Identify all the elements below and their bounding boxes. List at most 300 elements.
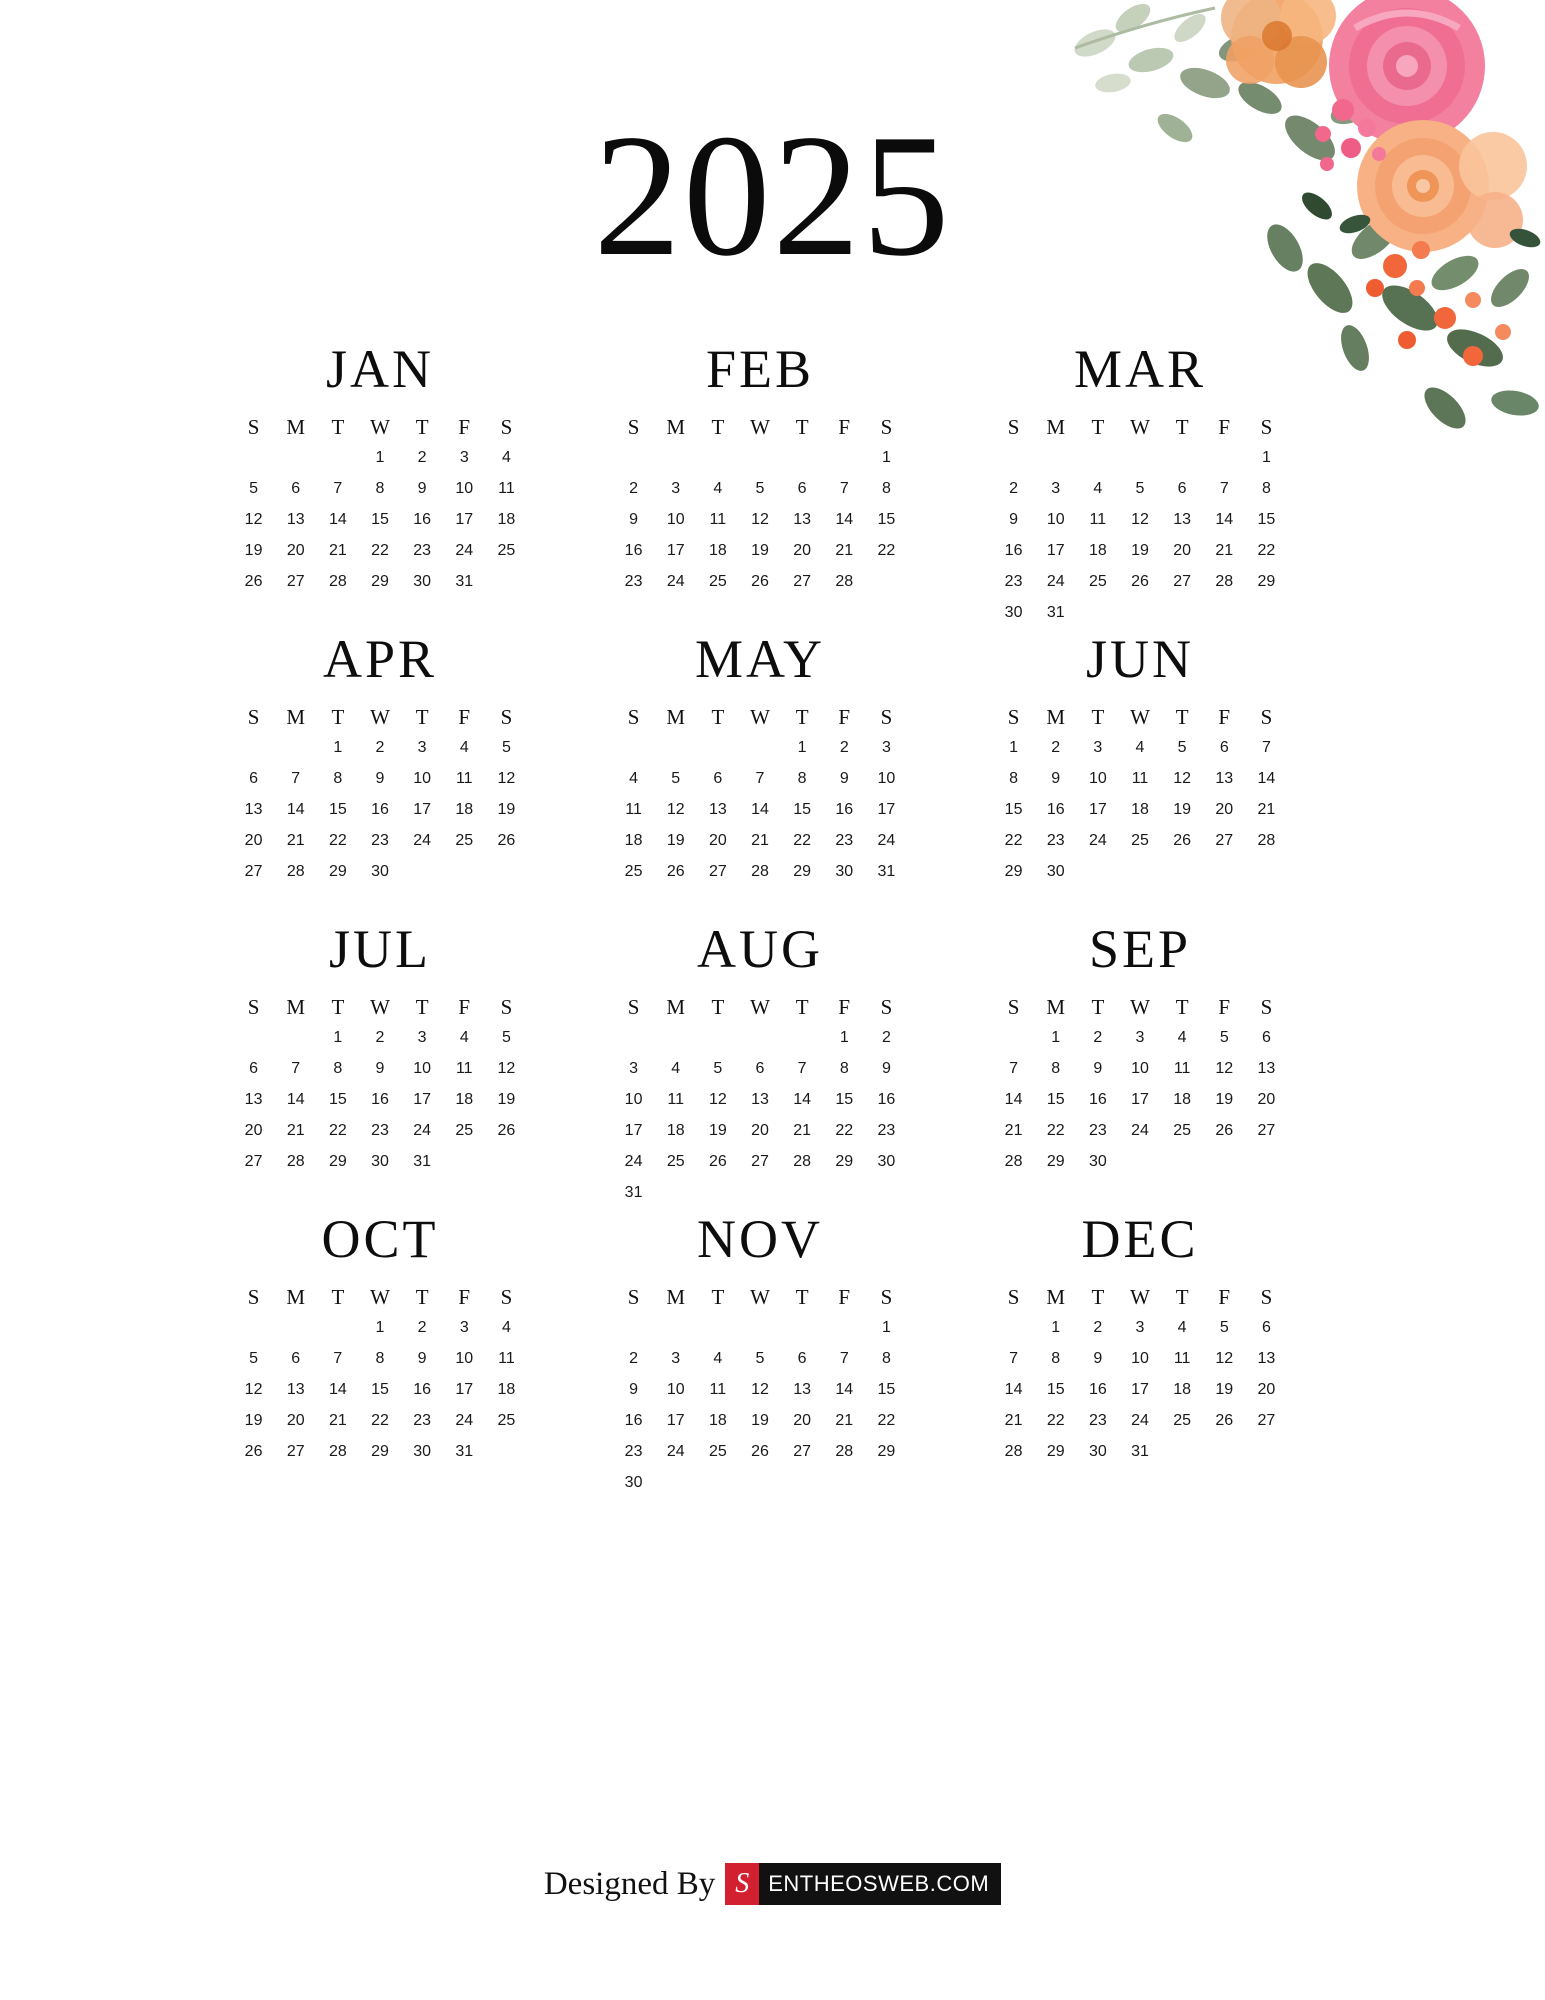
day-cell[interactable]: 21 <box>751 832 769 849</box>
day-cell[interactable]: 24 <box>413 1122 432 1139</box>
day-cell[interactable]: 25 <box>708 1443 727 1460</box>
day-cell[interactable]: 1 <box>839 1029 849 1046</box>
day-cell[interactable]: 19 <box>751 542 769 559</box>
day-cell[interactable]: 20 <box>244 832 263 849</box>
day-cell[interactable]: 17 <box>666 542 685 559</box>
day-cell[interactable]: 26 <box>666 863 685 880</box>
day-cell[interactable]: 16 <box>1046 801 1065 818</box>
day-cell[interactable]: 28 <box>835 1443 854 1460</box>
day-cell[interactable]: 12 <box>1215 1350 1234 1367</box>
day-cell[interactable]: 24 <box>666 1443 685 1460</box>
day-cell[interactable]: 8 <box>881 1350 891 1367</box>
day-cell[interactable]: 30 <box>1088 1443 1107 1460</box>
day-cell[interactable]: 11 <box>709 511 727 528</box>
day-cell[interactable]: 16 <box>624 1412 643 1429</box>
day-cell[interactable]: 19 <box>1215 1091 1234 1108</box>
day-cell[interactable]: 14 <box>793 1091 812 1108</box>
day-cell[interactable]: 1 <box>333 1029 343 1046</box>
day-cell[interactable]: 15 <box>1257 511 1276 528</box>
day-cell[interactable]: 21 <box>1215 542 1234 559</box>
day-cell[interactable]: 19 <box>708 1122 727 1139</box>
day-cell[interactable]: 15 <box>877 1381 896 1398</box>
day-cell[interactable]: 9 <box>1093 1350 1103 1367</box>
day-cell[interactable]: 6 <box>249 770 259 787</box>
day-cell[interactable]: 25 <box>497 1412 516 1429</box>
day-cell[interactable]: 24 <box>1131 1412 1149 1429</box>
day-cell[interactable]: 9 <box>1051 770 1061 787</box>
day-cell[interactable]: 27 <box>1215 832 1234 849</box>
day-cell[interactable]: 25 <box>708 573 727 590</box>
day-cell[interactable]: 20 <box>793 542 812 559</box>
day-cell[interactable]: 17 <box>1046 542 1065 559</box>
day-cell[interactable]: 14 <box>328 511 347 528</box>
day-cell[interactable]: 14 <box>1257 770 1276 787</box>
day-cell[interactable]: 1 <box>1261 449 1271 466</box>
day-cell[interactable]: 7 <box>291 770 301 787</box>
day-cell[interactable]: 12 <box>497 770 516 787</box>
day-cell[interactable]: 2 <box>629 480 639 497</box>
day-cell[interactable]: 8 <box>797 770 807 787</box>
day-cell[interactable]: 14 <box>835 1381 854 1398</box>
day-cell[interactable]: 24 <box>413 832 432 849</box>
day-cell[interactable]: 8 <box>881 480 891 497</box>
day-cell[interactable]: 28 <box>835 573 854 590</box>
day-cell[interactable]: 20 <box>793 1412 812 1429</box>
day-cell[interactable]: 8 <box>1009 770 1019 787</box>
day-cell[interactable]: 19 <box>666 832 685 849</box>
day-cell[interactable]: 28 <box>286 863 305 880</box>
day-cell[interactable]: 25 <box>1173 1122 1192 1139</box>
day-cell[interactable]: 22 <box>1046 1412 1065 1429</box>
day-cell[interactable]: 12 <box>244 511 263 528</box>
day-cell[interactable]: 18 <box>624 832 643 849</box>
day-cell[interactable]: 28 <box>328 1443 347 1460</box>
day-cell[interactable]: 16 <box>624 542 643 559</box>
day-cell[interactable]: 10 <box>877 770 896 787</box>
day-cell[interactable]: 27 <box>1257 1122 1276 1139</box>
day-cell[interactable]: 25 <box>624 863 643 880</box>
day-cell[interactable]: 30 <box>1046 863 1065 880</box>
day-cell[interactable]: 9 <box>839 770 849 787</box>
day-cell[interactable]: 28 <box>328 573 347 590</box>
day-cell[interactable]: 12 <box>751 1381 769 1398</box>
day-cell[interactable]: 5 <box>501 1029 511 1046</box>
day-cell[interactable]: 10 <box>666 1381 685 1398</box>
day-cell[interactable]: 4 <box>1177 1319 1187 1336</box>
day-cell[interactable]: 17 <box>1088 801 1107 818</box>
day-cell[interactable]: 13 <box>244 1091 263 1108</box>
day-cell[interactable]: 5 <box>755 480 765 497</box>
day-cell[interactable]: 18 <box>455 801 474 818</box>
day-cell[interactable]: 11 <box>709 1381 727 1398</box>
day-cell[interactable]: 13 <box>286 511 305 528</box>
day-cell[interactable]: 19 <box>244 542 263 559</box>
day-cell[interactable]: 31 <box>1131 1443 1149 1460</box>
day-cell[interactable]: 7 <box>839 480 849 497</box>
day-cell[interactable]: 2 <box>375 739 385 756</box>
day-cell[interactable]: 4 <box>459 1029 469 1046</box>
day-cell[interactable]: 5 <box>501 739 511 756</box>
day-cell[interactable]: 19 <box>1131 542 1149 559</box>
day-cell[interactable]: 24 <box>1131 1122 1149 1139</box>
day-cell[interactable]: 3 <box>1093 739 1103 756</box>
day-cell[interactable]: 10 <box>666 511 685 528</box>
day-cell[interactable]: 19 <box>497 801 516 818</box>
day-cell[interactable]: 18 <box>1131 801 1149 818</box>
day-cell[interactable]: 3 <box>881 739 891 756</box>
day-cell[interactable]: 13 <box>244 801 263 818</box>
day-cell[interactable]: 18 <box>1088 542 1107 559</box>
day-cell[interactable]: 5 <box>1135 480 1145 497</box>
day-cell[interactable]: 30 <box>877 1153 896 1170</box>
day-cell[interactable]: 17 <box>455 511 474 528</box>
day-cell[interactable]: 17 <box>624 1122 643 1139</box>
day-cell[interactable]: 25 <box>1088 573 1107 590</box>
day-cell[interactable]: 3 <box>671 480 681 497</box>
day-cell[interactable]: 22 <box>328 832 347 849</box>
day-cell[interactable]: 5 <box>249 1350 259 1367</box>
day-cell[interactable]: 8 <box>1051 1350 1061 1367</box>
day-cell[interactable]: 17 <box>455 1381 474 1398</box>
day-cell[interactable]: 3 <box>1135 1029 1145 1046</box>
day-cell[interactable]: 1 <box>1009 739 1019 756</box>
day-cell[interactable]: 26 <box>1215 1122 1234 1139</box>
day-cell[interactable]: 11 <box>498 480 515 497</box>
day-cell[interactable]: 28 <box>1215 573 1234 590</box>
day-cell[interactable]: 4 <box>1093 480 1103 497</box>
day-cell[interactable]: 5 <box>671 770 681 787</box>
day-cell[interactable]: 18 <box>1173 1091 1192 1108</box>
day-cell[interactable]: 16 <box>835 801 854 818</box>
day-cell[interactable]: 23 <box>624 1443 643 1460</box>
day-cell[interactable]: 23 <box>624 573 643 590</box>
day-cell[interactable]: 29 <box>1046 1153 1065 1170</box>
day-cell[interactable]: 18 <box>1173 1381 1192 1398</box>
day-cell[interactable]: 23 <box>877 1122 896 1139</box>
day-cell[interactable]: 23 <box>1088 1122 1107 1139</box>
day-cell[interactable]: 14 <box>328 1381 347 1398</box>
day-cell[interactable]: 1 <box>1051 1029 1061 1046</box>
day-cell[interactable]: 22 <box>877 1412 896 1429</box>
day-cell[interactable]: 2 <box>1093 1319 1103 1336</box>
day-cell[interactable]: 24 <box>666 573 685 590</box>
day-cell[interactable]: 6 <box>291 480 301 497</box>
day-cell[interactable]: 2 <box>375 1029 385 1046</box>
day-cell[interactable]: 25 <box>1173 1412 1192 1429</box>
day-cell[interactable]: 4 <box>629 770 639 787</box>
day-cell[interactable]: 15 <box>371 1381 389 1398</box>
day-cell[interactable]: 30 <box>1004 604 1023 621</box>
day-cell[interactable]: 10 <box>624 1091 643 1108</box>
day-cell[interactable]: 16 <box>1088 1091 1107 1108</box>
day-cell[interactable]: 3 <box>629 1060 639 1077</box>
day-cell[interactable]: 3 <box>459 449 469 466</box>
day-cell[interactable]: 26 <box>751 573 769 590</box>
day-cell[interactable]: 21 <box>835 542 854 559</box>
day-cell[interactable]: 11 <box>1173 1350 1191 1367</box>
day-cell[interactable]: 16 <box>371 1091 389 1108</box>
day-cell[interactable]: 6 <box>713 770 723 787</box>
day-cell[interactable]: 9 <box>417 1350 427 1367</box>
day-cell[interactable]: 6 <box>797 480 807 497</box>
day-cell[interactable]: 8 <box>839 1060 849 1077</box>
day-cell[interactable]: 29 <box>1046 1443 1065 1460</box>
day-cell[interactable]: 5 <box>249 480 259 497</box>
day-cell[interactable]: 23 <box>1088 1412 1107 1429</box>
day-cell[interactable]: 1 <box>375 1319 385 1336</box>
day-cell[interactable]: 18 <box>666 1122 685 1139</box>
day-cell[interactable]: 29 <box>793 863 812 880</box>
day-cell[interactable]: 30 <box>413 573 432 590</box>
day-cell[interactable]: 14 <box>751 801 769 818</box>
day-cell[interactable]: 20 <box>1257 1091 1276 1108</box>
day-cell[interactable]: 15 <box>1046 1381 1065 1398</box>
day-cell[interactable]: 6 <box>1219 739 1229 756</box>
day-cell[interactable]: 20 <box>286 542 305 559</box>
day-cell[interactable]: 2 <box>417 449 427 466</box>
day-cell[interactable]: 24 <box>455 542 474 559</box>
day-cell[interactable]: 26 <box>497 832 516 849</box>
day-cell[interactable]: 9 <box>629 1381 639 1398</box>
day-cell[interactable]: 16 <box>1088 1381 1107 1398</box>
day-cell[interactable]: 3 <box>1135 1319 1145 1336</box>
day-cell[interactable]: 13 <box>708 801 727 818</box>
day-cell[interactable]: 23 <box>413 1412 432 1429</box>
day-cell[interactable]: 6 <box>1261 1319 1271 1336</box>
day-cell[interactable]: 4 <box>713 1350 723 1367</box>
day-cell[interactable]: 21 <box>328 1412 347 1429</box>
day-cell[interactable]: 14 <box>286 801 305 818</box>
day-cell[interactable]: 24 <box>1088 832 1107 849</box>
day-cell[interactable]: 4 <box>713 480 723 497</box>
day-cell[interactable]: 8 <box>375 480 385 497</box>
day-cell[interactable]: 7 <box>839 1350 849 1367</box>
day-cell[interactable]: 20 <box>751 1122 769 1139</box>
day-cell[interactable]: 9 <box>375 770 385 787</box>
day-cell[interactable]: 27 <box>286 1443 305 1460</box>
day-cell[interactable]: 11 <box>667 1091 685 1108</box>
day-cell[interactable]: 26 <box>751 1443 769 1460</box>
day-cell[interactable]: 4 <box>501 449 511 466</box>
day-cell[interactable]: 31 <box>455 1443 474 1460</box>
day-cell[interactable]: 27 <box>1173 573 1192 590</box>
day-cell[interactable]: 31 <box>1046 604 1065 621</box>
day-cell[interactable]: 25 <box>497 542 516 559</box>
day-cell[interactable]: 19 <box>244 1412 263 1429</box>
day-cell[interactable]: 11 <box>625 801 642 818</box>
day-cell[interactable]: 22 <box>793 832 812 849</box>
day-cell[interactable]: 11 <box>1173 1060 1191 1077</box>
day-cell[interactable]: 6 <box>249 1060 259 1077</box>
day-cell[interactable]: 26 <box>1173 832 1192 849</box>
day-cell[interactable]: 11 <box>498 1350 515 1367</box>
day-cell[interactable]: 30 <box>624 1474 643 1491</box>
day-cell[interactable]: 15 <box>793 801 812 818</box>
day-cell[interactable]: 24 <box>877 832 896 849</box>
day-cell[interactable]: 23 <box>1004 573 1023 590</box>
day-cell[interactable]: 9 <box>881 1060 891 1077</box>
day-cell[interactable]: 21 <box>793 1122 812 1139</box>
day-cell[interactable]: 10 <box>455 480 474 497</box>
day-cell[interactable]: 31 <box>624 1184 643 1201</box>
day-cell[interactable]: 7 <box>797 1060 807 1077</box>
day-cell[interactable]: 30 <box>371 863 389 880</box>
day-cell[interactable]: 2 <box>417 1319 427 1336</box>
day-cell[interactable]: 16 <box>413 1381 432 1398</box>
day-cell[interactable]: 6 <box>797 1350 807 1367</box>
day-cell[interactable]: 31 <box>455 573 474 590</box>
day-cell[interactable]: 6 <box>1261 1029 1271 1046</box>
day-cell[interactable]: 27 <box>244 863 263 880</box>
day-cell[interactable]: 15 <box>877 511 896 528</box>
day-cell[interactable]: 1 <box>333 739 343 756</box>
day-cell[interactable]: 14 <box>1215 511 1234 528</box>
day-cell[interactable]: 13 <box>1257 1060 1276 1077</box>
day-cell[interactable]: 22 <box>835 1122 854 1139</box>
day-cell[interactable]: 28 <box>286 1153 305 1170</box>
day-cell[interactable]: 4 <box>671 1060 681 1077</box>
day-cell[interactable]: 7 <box>1219 480 1229 497</box>
day-cell[interactable]: 24 <box>455 1412 474 1429</box>
day-cell[interactable]: 12 <box>244 1381 263 1398</box>
day-cell[interactable]: 19 <box>751 1412 769 1429</box>
day-cell[interactable]: 11 <box>1089 511 1107 528</box>
day-cell[interactable]: 2 <box>1093 1029 1103 1046</box>
day-cell[interactable]: 25 <box>455 1122 474 1139</box>
day-cell[interactable]: 17 <box>413 1091 432 1108</box>
day-cell[interactable]: 22 <box>328 1122 347 1139</box>
day-cell[interactable]: 20 <box>1215 801 1234 818</box>
day-cell[interactable]: 27 <box>751 1153 769 1170</box>
day-cell[interactable]: 7 <box>333 480 343 497</box>
day-cell[interactable]: 28 <box>1004 1443 1023 1460</box>
day-cell[interactable]: 8 <box>333 1060 343 1077</box>
day-cell[interactable]: 25 <box>455 832 474 849</box>
day-cell[interactable]: 10 <box>455 1350 474 1367</box>
day-cell[interactable]: 8 <box>333 770 343 787</box>
day-cell[interactable]: 2 <box>1009 480 1019 497</box>
day-cell[interactable]: 26 <box>1215 1412 1234 1429</box>
day-cell[interactable]: 25 <box>1131 832 1149 849</box>
day-cell[interactable]: 3 <box>459 1319 469 1336</box>
day-cell[interactable]: 29 <box>1004 863 1023 880</box>
day-cell[interactable]: 2 <box>839 739 849 756</box>
day-cell[interactable]: 3 <box>1051 480 1061 497</box>
day-cell[interactable]: 18 <box>497 511 516 528</box>
day-cell[interactable]: 19 <box>497 1091 516 1108</box>
day-cell[interactable]: 29 <box>1257 573 1276 590</box>
day-cell[interactable]: 20 <box>708 832 727 849</box>
day-cell[interactable]: 20 <box>1173 542 1192 559</box>
day-cell[interactable]: 17 <box>413 801 432 818</box>
day-cell[interactable]: 24 <box>624 1153 643 1170</box>
day-cell[interactable]: 18 <box>708 542 727 559</box>
day-cell[interactable]: 15 <box>328 801 347 818</box>
day-cell[interactable]: 27 <box>793 573 812 590</box>
day-cell[interactable]: 26 <box>244 1443 263 1460</box>
day-cell[interactable]: 10 <box>1088 770 1107 787</box>
day-cell[interactable]: 3 <box>417 1029 427 1046</box>
day-cell[interactable]: 24 <box>1046 573 1065 590</box>
day-cell[interactable]: 16 <box>1004 542 1023 559</box>
day-cell[interactable]: 7 <box>1009 1060 1019 1077</box>
day-cell[interactable]: 7 <box>291 1060 301 1077</box>
day-cell[interactable]: 5 <box>1177 739 1187 756</box>
day-cell[interactable]: 9 <box>1093 1060 1103 1077</box>
day-cell[interactable]: 30 <box>835 863 854 880</box>
day-cell[interactable]: 12 <box>1131 511 1149 528</box>
day-cell[interactable]: 20 <box>244 1122 263 1139</box>
day-cell[interactable]: 10 <box>1131 1060 1149 1077</box>
day-cell[interactable]: 12 <box>751 511 769 528</box>
day-cell[interactable]: 1 <box>797 739 807 756</box>
day-cell[interactable]: 23 <box>413 542 432 559</box>
day-cell[interactable]: 11 <box>455 1060 473 1077</box>
day-cell[interactable]: 5 <box>1219 1319 1229 1336</box>
day-cell[interactable]: 6 <box>1177 480 1187 497</box>
day-cell[interactable]: 2 <box>1051 739 1061 756</box>
day-cell[interactable]: 29 <box>328 863 347 880</box>
day-cell[interactable]: 15 <box>1004 801 1023 818</box>
day-cell[interactable]: 14 <box>1004 1381 1023 1398</box>
day-cell[interactable]: 17 <box>1131 1381 1149 1398</box>
day-cell[interactable]: 12 <box>666 801 685 818</box>
day-cell[interactable]: 4 <box>1135 739 1145 756</box>
day-cell[interactable]: 7 <box>755 770 765 787</box>
day-cell[interactable]: 3 <box>417 739 427 756</box>
day-cell[interactable]: 1 <box>375 449 385 466</box>
day-cell[interactable]: 27 <box>244 1153 263 1170</box>
day-cell[interactable]: 8 <box>1261 480 1271 497</box>
day-cell[interactable]: 30 <box>413 1443 432 1460</box>
day-cell[interactable]: 27 <box>708 863 727 880</box>
day-cell[interactable]: 19 <box>1173 801 1192 818</box>
day-cell[interactable]: 22 <box>1046 1122 1065 1139</box>
day-cell[interactable]: 20 <box>286 1412 305 1429</box>
day-cell[interactable]: 15 <box>835 1091 854 1108</box>
day-cell[interactable]: 21 <box>1257 801 1276 818</box>
day-cell[interactable]: 22 <box>1004 832 1023 849</box>
day-cell[interactable]: 20 <box>1257 1381 1276 1398</box>
day-cell[interactable]: 7 <box>1009 1350 1019 1367</box>
day-cell[interactable]: 3 <box>671 1350 681 1367</box>
day-cell[interactable]: 22 <box>371 1412 389 1429</box>
day-cell[interactable]: 9 <box>417 480 427 497</box>
day-cell[interactable]: 1 <box>1051 1319 1061 1336</box>
day-cell[interactable]: 21 <box>286 832 305 849</box>
day-cell[interactable]: 12 <box>708 1091 727 1108</box>
day-cell[interactable]: 21 <box>328 542 347 559</box>
day-cell[interactable]: 28 <box>1004 1153 1023 1170</box>
day-cell[interactable]: 21 <box>1004 1412 1023 1429</box>
day-cell[interactable]: 21 <box>1004 1122 1023 1139</box>
day-cell[interactable]: 10 <box>1046 511 1065 528</box>
day-cell[interactable]: 7 <box>1261 739 1271 756</box>
day-cell[interactable]: 25 <box>666 1153 685 1170</box>
day-cell[interactable]: 9 <box>629 511 639 528</box>
day-cell[interactable]: 17 <box>1131 1091 1149 1108</box>
day-cell[interactable]: 28 <box>793 1153 812 1170</box>
day-cell[interactable]: 14 <box>1004 1091 1023 1108</box>
day-cell[interactable]: 8 <box>375 1350 385 1367</box>
day-cell[interactable]: 15 <box>328 1091 347 1108</box>
day-cell[interactable]: 14 <box>286 1091 305 1108</box>
day-cell[interactable]: 6 <box>755 1060 765 1077</box>
day-cell[interactable]: 18 <box>497 1381 516 1398</box>
day-cell[interactable]: 26 <box>497 1122 516 1139</box>
day-cell[interactable]: 29 <box>371 573 389 590</box>
day-cell[interactable]: 27 <box>286 573 305 590</box>
